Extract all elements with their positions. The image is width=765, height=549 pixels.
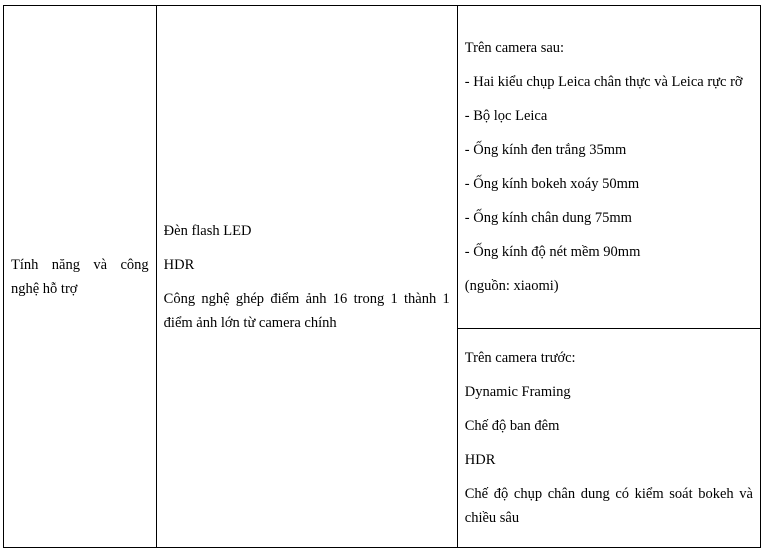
rear-camera-item: - Bộ lọc Leica [464, 108, 548, 124]
camera-features-table [3, 5, 761, 548]
row-label-cell [4, 6, 157, 548]
rear-camera-item: - Ống kính chân dung 75mm [464, 210, 632, 226]
feature-line: Đèn flash LED [163, 222, 252, 239]
front-camera-heading: Trên camera trước: [464, 350, 576, 366]
rear-camera-item: - Ống kính bokeh xoáy 50mm [464, 176, 640, 192]
spec-table-wrapper [3, 5, 761, 547]
front-camera-item: Chế độ ban đêm [464, 418, 560, 434]
front-camera-item: HDR [464, 452, 496, 468]
general-features-cell [156, 6, 457, 548]
front-camera-item: Dynamic Framing [464, 384, 571, 400]
row-label: Tính năng và công nghệ hỗ trợ [11, 256, 149, 297]
feature-line: Công nghệ ghép điểm ảnh 16 trong 1 thành 1 điểm ảnh lớn từ camera chính [163, 290, 450, 331]
rear-camera-cell [457, 6, 760, 329]
rear-camera-item: - Hai kiểu chụp Leica chân thực và Leica rực rỡ [464, 74, 743, 90]
source-note: (nguồn: xiaomi) [464, 278, 559, 294]
table-row [4, 6, 761, 329]
front-camera-item: Chế độ chụp chân dung có kiểm soát bokeh và chiều sâu [464, 486, 753, 526]
rear-camera-item: - Ống kính độ nét mềm 90mm [464, 244, 641, 260]
front-camera-cell [457, 329, 760, 548]
feature-line: HDR [163, 256, 195, 273]
rear-camera-item: - Ống kính đen trắng 35mm [464, 142, 627, 158]
rear-camera-heading: Trên camera sau: [464, 40, 565, 56]
